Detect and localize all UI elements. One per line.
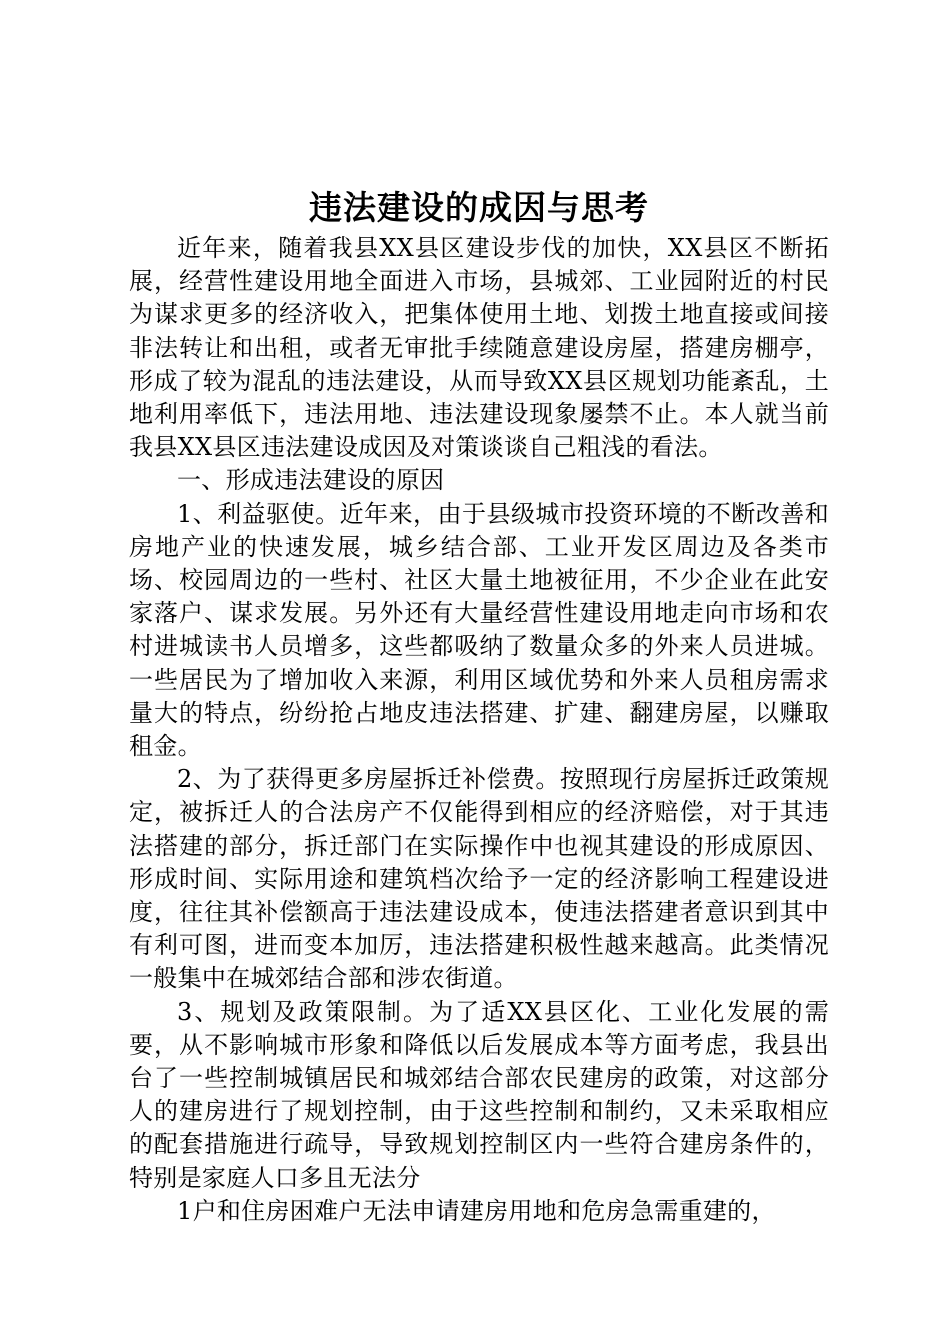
section-heading: 一、形成违法建设的原因 bbox=[177, 466, 445, 495]
continuation-paragraph: 1户和住房困难户无法申请建房用地和危房急需重建的， bbox=[177, 1196, 776, 1225]
intro-paragraph: 近年来，随着我县XX县区建设步伐的加快，XX县区不断拓展，经营性建设用地全面进入市场，县城郊、工业园附近的村民为谋求更多的经济收入，把集体使用土地、划拨土地直接或间接非法转让和出租，或者无审批手续随意建设房屋，搭建房棚亭，形成了较为混乱的违法建设，从而导致XX县区规划功能紊乱，土地利用率低下，违法用地、违法建设现象屡禁不止。本人就当前我县XX县区违法建设成因及对策谈谈自己粗浅的看法。 bbox=[129, 234, 829, 462]
reason-3-paragraph: 3、规划及政策限制。为了适XX县区化、工业化发展的需要，从不影响城市形象和降低以后发展成本等方面考虑，我县出台了一些控制城镇居民和城郊结合部农民建房的政策，对这部分人的建房进行了规划控制，由于这些控制和制约，又未采取相应的配套措施进行疏导，导致规划控制区内一些符合建房条件的，特别是家庭人口多且无法分 bbox=[129, 997, 829, 1192]
document-body bbox=[129, 232, 829, 1228]
reason-2-paragraph: 2、为了获得更多房屋拆迁补偿费。按照现行房屋拆迁政策规定，被拆迁人的合法房产不仅能得到相应的经济赔偿，对于其违法搭建的部分，拆迁部门在实际操作中也视其建设的形成原因、形成时间、实际用途和建筑档次给予一定的经济影响工程建设进度，往往其补偿额高于违法建设成本，使违法搭建者意识到其中有利可图，进而变本加厉，违法搭建积极性越来越高。此类情况一般集中在城郊结合部和涉农街道。 bbox=[129, 765, 829, 993]
reason-1-paragraph: 1、利益驱使。近年来，由于县级城市投资环境的不断改善和房地产业的快速发展，城乡结合部、工业开发区周边及各类市场、校园周边的一些村、社区大量土地被征用，不少企业在此安家落户、谋求发展。另外还有大量经营性建设用地走向市场和农村进城读书人员增多，这些都吸纳了数量众多的外来人员进城。一些居民为了增加收入来源，利用区域优势和外来人员租房需求量大的特点，纷纷抢占地皮违法搭建、扩建、翻建房屋，以赚取租金。 bbox=[129, 499, 829, 761]
document-title: 违法建设的成因与思考 bbox=[309, 188, 649, 227]
